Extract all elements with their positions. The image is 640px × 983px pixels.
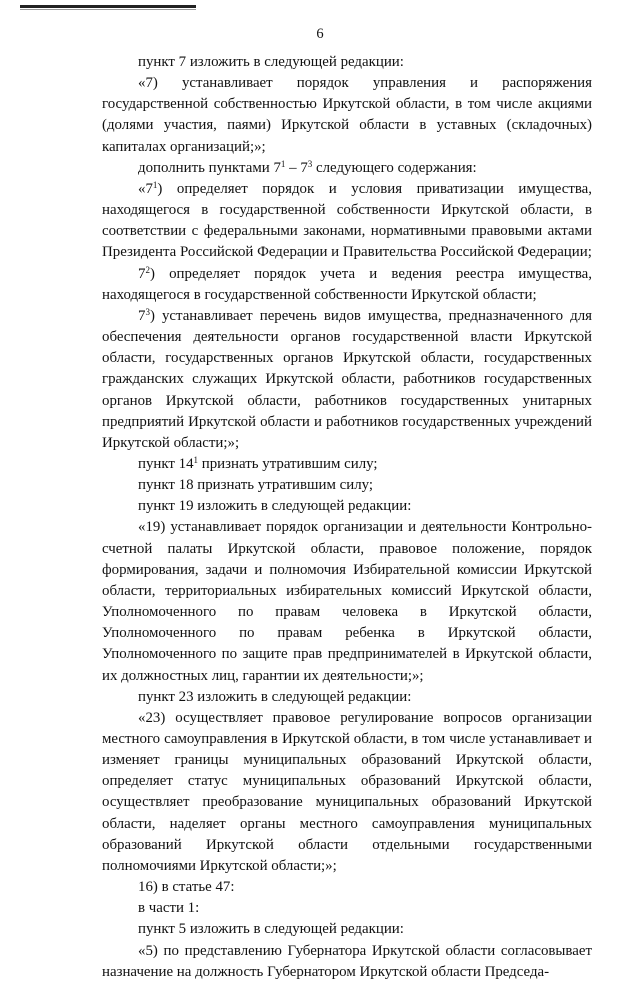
paragraph [102,73,592,158]
paragraph [102,941,592,983]
text-run: пункт 14 [138,455,194,472]
text-run: 7 [138,265,146,282]
paragraph [102,687,592,708]
superscript: 1 [152,179,158,190]
text-run: 16) в статье 47: [138,879,235,896]
text-run: пункт 7 изложить в следующей редакции: [138,54,404,70]
paragraph [102,264,592,306]
paragraph [102,898,592,919]
paragraph [102,52,592,73]
text-run: пункт 18 признать утратившим силу; [138,477,374,494]
text-run: признать утратившим силу; [198,455,378,472]
paragraph [102,517,592,686]
text-run: «7 [138,180,153,197]
superscript: 3 [145,306,150,317]
text-run: следующего содержания: [312,159,477,176]
top-rule-thin [20,9,196,10]
text-run: дополнить пунктами 7 [138,159,281,176]
text-run: в части 1: [138,900,200,917]
text-run: ) устанавливает перечень видов имущества, предназначенного для обеспечения деятельности органов государственной власти Иркутской области, государственных органов Иркутской области, государственных гражданских служащих Иркутской области, работников государственных органов Иркутской области, работников государственных унитарных предприятий Иркутской области и работников государственных учреждений Иркутской области;»; [102,307,592,451]
text-run: «5) по представлению Губернатора Иркутской области согласовывает назначение на должность Губернатором Иркутской области Председа- [102,942,592,980]
paragraph [102,306,592,454]
paragraph [102,919,592,940]
paragraph [102,179,592,264]
superscript: 1 [193,454,199,465]
paragraph [102,708,592,877]
document-body [102,52,592,983]
text-run: пункт 19 изложить в следующей редакции: [138,498,412,515]
text-run: «7) устанавливает порядок управления и распоряжения государственной собственностью Иркутской области, в том числе акциями (долями участия, паями) Иркутской области в уставных (складочных) капиталах организаций;»; [102,75,592,155]
text-run: «19) устанавливает порядок организации и деятельности Контрольно-счетной палаты Иркутской области, правовое положение, порядок формирования, задачи и полномочия Избирательной комиссии Иркутской области, территориальных избирательных комиссий Иркутской области, Уполномоченного по правам человека в Иркутской области, Уполномоченного по правам ребенка в Иркутской области, Уполномоченного по защите прав предпринимателей в Иркутской области, их должностных лиц, гарантии их деятельности;»; [102,519,592,684]
top-rule [20,5,196,8]
text-run: 7 [138,307,146,324]
text-run: – 7 [285,159,308,176]
text-run: «23) осуществляет правовое регулирование вопросов организации местного самоуправления в Иркутской области, в том числе устанавливает и изменяет границы муниципальных образований Иркутской области, определяет статус муниципальных образований Иркутской области, осуществляет преобразование муниципальных образований Иркутской области, наделяет органы местного самоуправления муниципальных образований Иркутской области отдельными государственными полномочиями Иркутской области;»; [102,709,592,874]
page-number: 6 [316,26,324,42]
text-run: пункт 5 изложить в следующей редакции: [138,921,404,938]
superscript: 2 [145,264,150,275]
paragraph [102,496,592,517]
paragraph [102,877,592,898]
text-run: ) определяет порядок учета и ведения реестра имущества, находящегося в государственной собственности Иркутской области; [102,265,592,303]
superscript: 1 [280,158,286,169]
text-run: пункт 23 изложить в следующей редакции: [138,688,412,705]
paragraph [102,454,592,475]
superscript: 3 [307,158,313,169]
paragraph [102,158,592,179]
text-run: ) определяет порядок и условия приватизации имущества, находящегося в государственной собственности Иркутской области, в соответствии с федеральными законами, нормативными правовыми актами Президента Российской Федерации и Правительства Российской Федерации; [102,180,592,261]
paragraph [102,475,592,496]
